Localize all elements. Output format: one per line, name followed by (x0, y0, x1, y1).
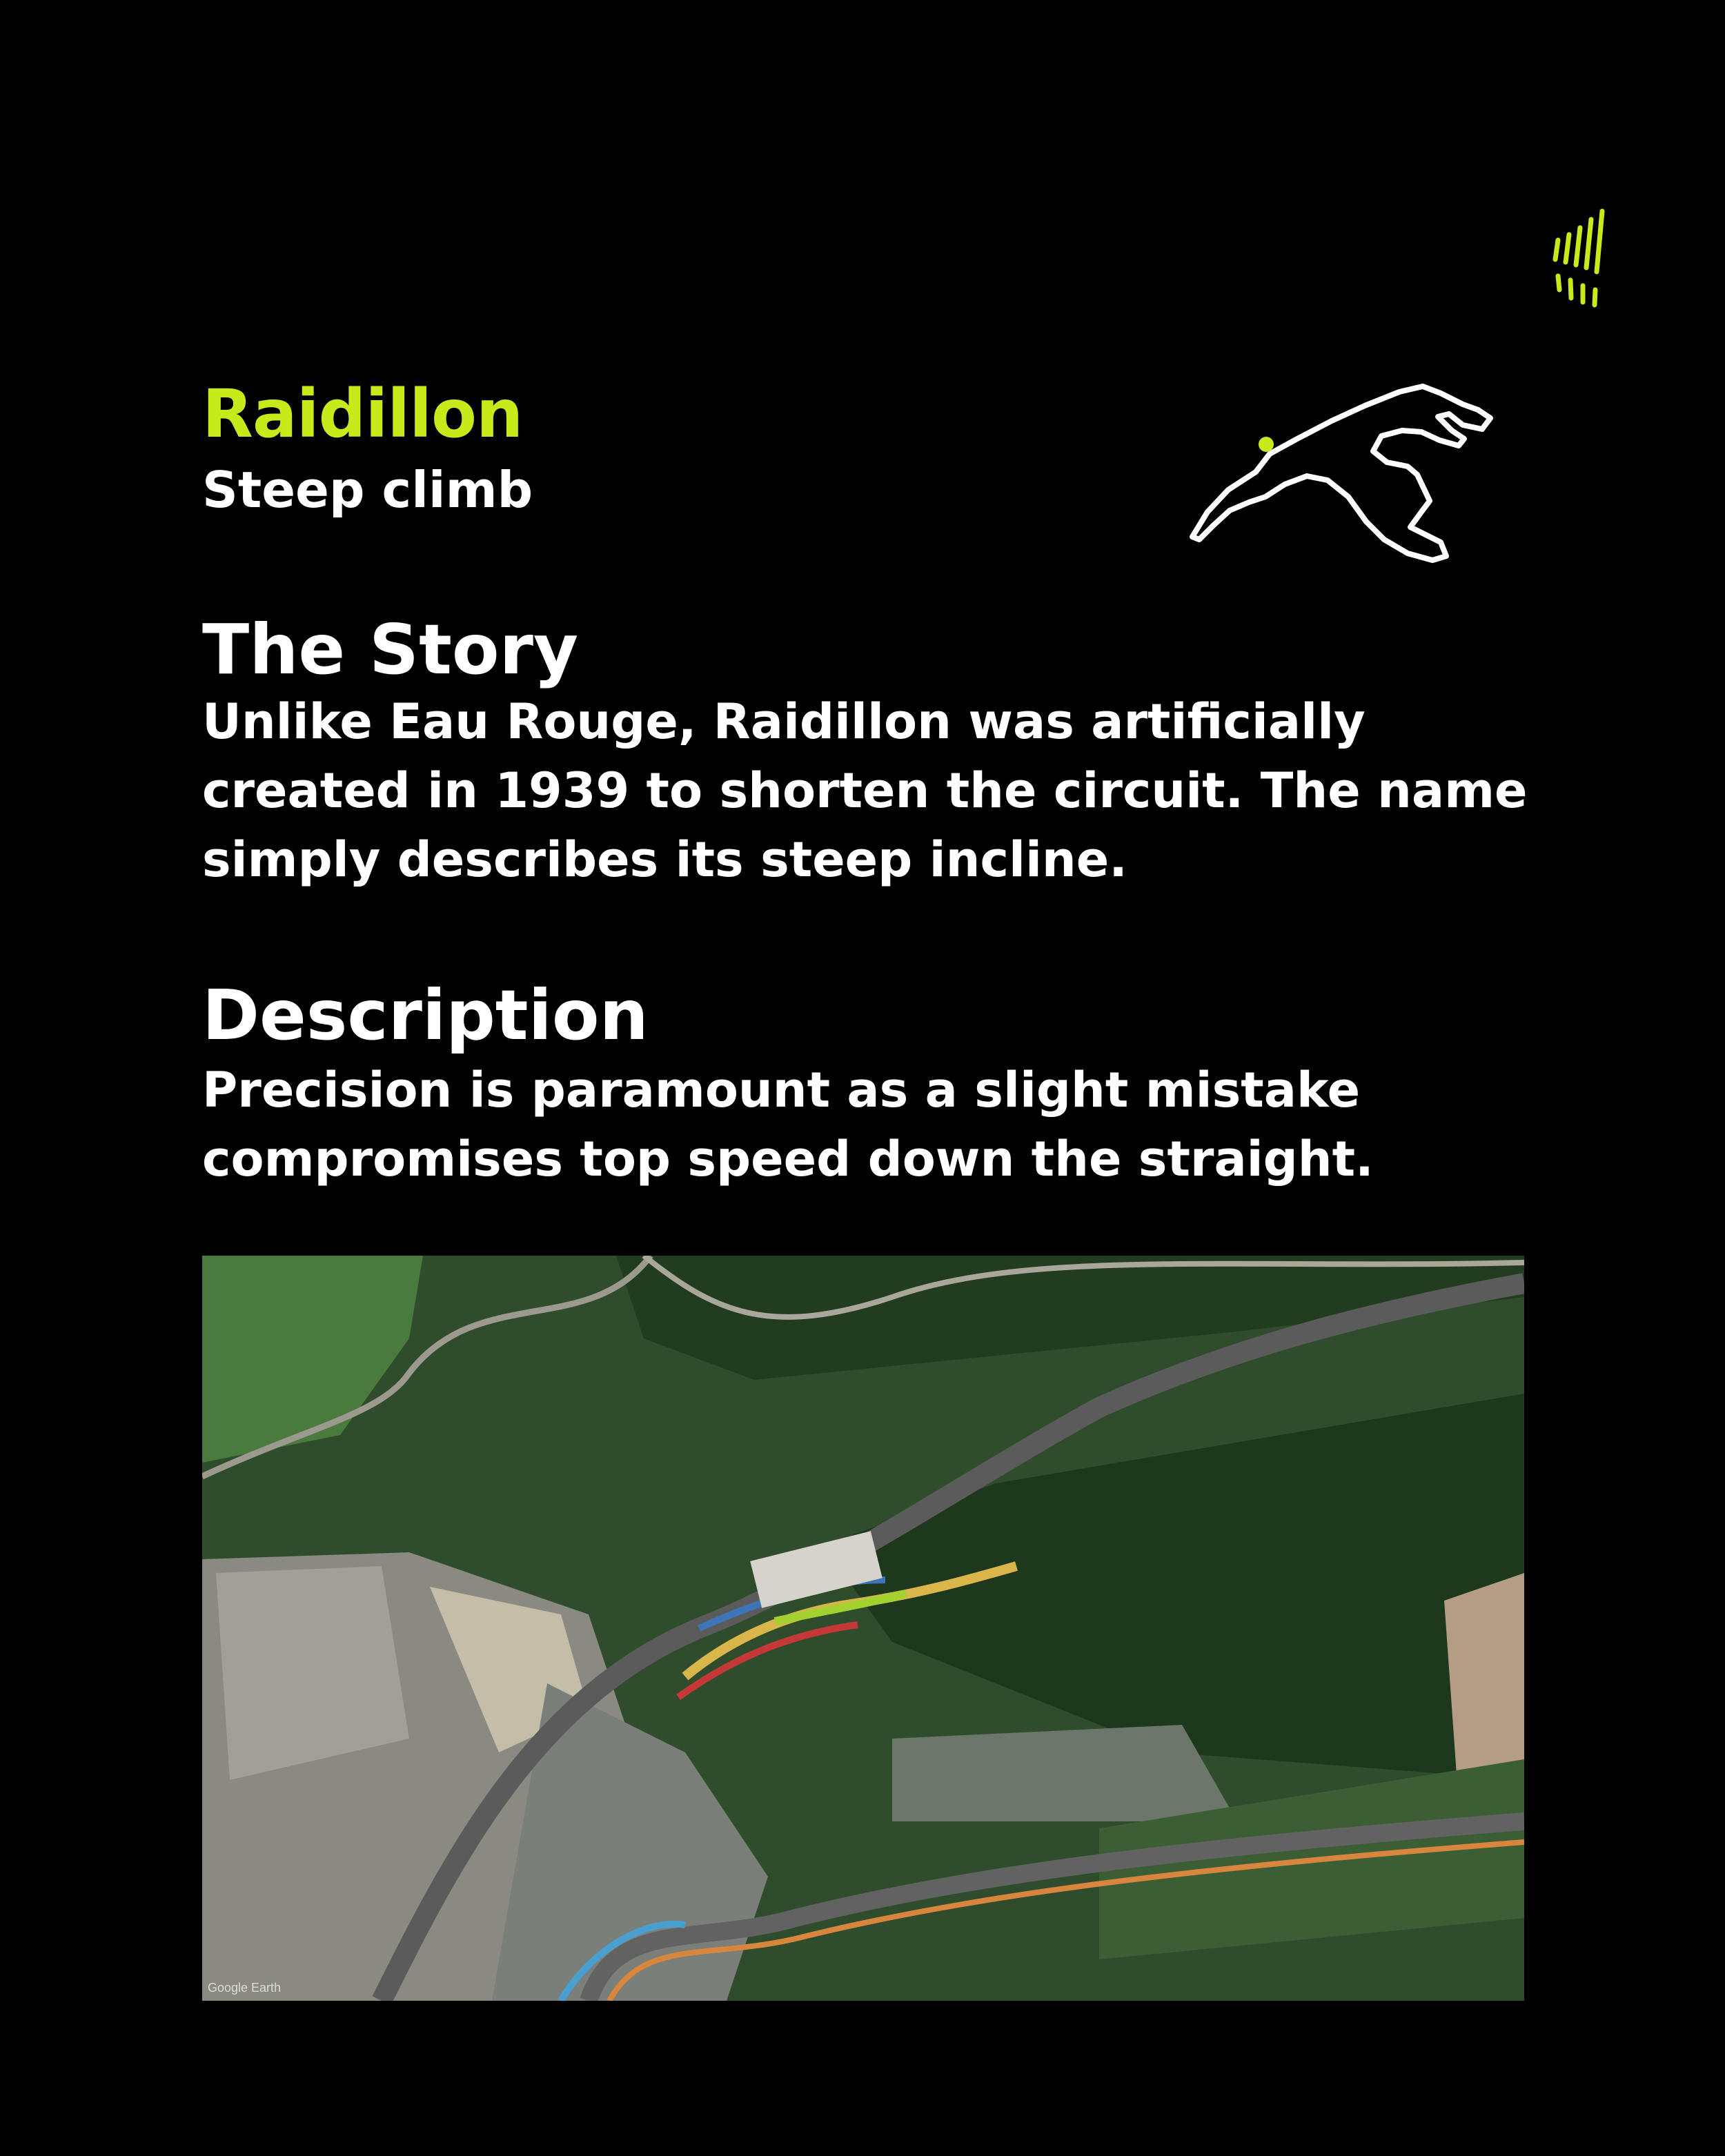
corner-location-marker (1259, 437, 1274, 452)
story-heading: The Story (202, 609, 579, 690)
story-body: Unlike Eau Rouge, Raidillon was artificially created in 1939 to shorten the circuit. The name simply describes its steep incline. (202, 693, 1528, 888)
circuit-map-icon (1180, 366, 1497, 566)
description-heading: Description (202, 975, 649, 1056)
corner-name: Raidillon (202, 375, 523, 453)
striped-logo-icon (1543, 204, 1612, 315)
corner-subtitle: Steep climb (202, 461, 533, 519)
description-body: Precision is paramount as a slight mistake compromises top speed down the straight. (202, 1062, 1374, 1187)
photo-credit: Google Earth (208, 1981, 282, 1995)
aerial-satellite-photo (202, 1256, 1524, 2001)
